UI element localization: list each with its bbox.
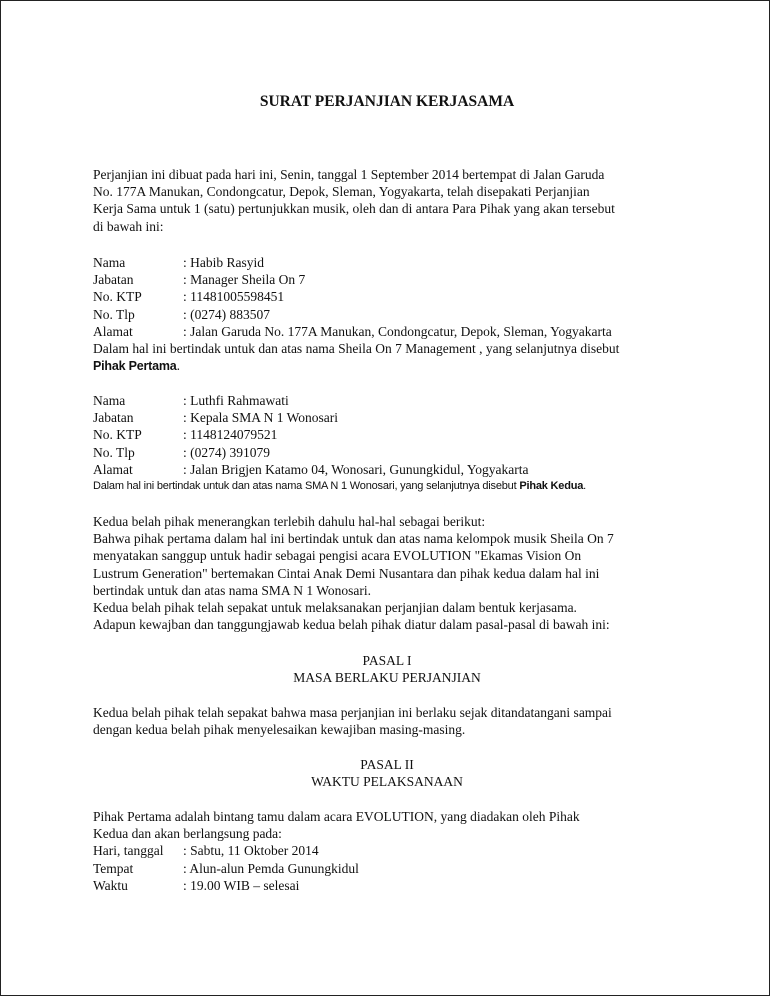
field-value: : Kepala SMA N 1 Wonosari bbox=[183, 410, 339, 426]
agreement-line: Kedua belah pihak menerangkan terlebih dahulu hal-hal sebagai berikut: bbox=[93, 514, 486, 529]
field-label: No. KTP bbox=[93, 289, 142, 305]
party2-row-address bbox=[93, 461, 683, 478]
pasal1-header bbox=[1, 652, 770, 686]
field-value: : 19.00 WIB – selesai bbox=[183, 877, 300, 893]
party2-row-name bbox=[93, 392, 683, 409]
pasal2-row-place bbox=[93, 860, 683, 877]
agreement-line: menyatakan sanggup untuk hadir sebagai pengisi acara EVOLUTION "Ekamas Vision On bbox=[93, 548, 582, 564]
party2-details bbox=[93, 392, 683, 495]
party1-row-address bbox=[93, 323, 683, 340]
period: . bbox=[176, 358, 180, 374]
field-label: Jabatan bbox=[93, 410, 134, 426]
party2-designation: Pihak Kedua bbox=[519, 479, 584, 492]
field-label: No. Tlp bbox=[93, 306, 135, 322]
intro-line: di bawah ini: bbox=[93, 218, 164, 234]
party2-row-phone bbox=[93, 444, 683, 461]
party1-designation-line bbox=[93, 357, 683, 374]
party1-row-phone bbox=[93, 306, 683, 323]
field-label: No. Tlp bbox=[93, 444, 135, 460]
agreement-line: Kedua belah pihak telah sepakat untuk melaksanakan perjanjian dalam bentuk kerjasama. bbox=[93, 599, 577, 615]
party2-row-position bbox=[93, 409, 683, 426]
field-label: Alamat bbox=[93, 461, 133, 477]
field-label: Jabatan bbox=[93, 272, 134, 288]
field-label: Tempat bbox=[93, 860, 134, 876]
party1-row-ktp bbox=[93, 288, 683, 305]
party1-details bbox=[93, 254, 683, 374]
pasal2-line: Pihak Pertama adalah bintang tamu dalam acara EVOLUTION, yang diadakan oleh Pihak bbox=[93, 809, 580, 824]
field-value: : Jalan Garuda No. 177A Manukan, Condongcatur, Depok, Sleman, Yogyakarta bbox=[183, 323, 612, 339]
pasal2-line: Kedua dan akan berlangsung pada: bbox=[93, 826, 282, 842]
pasal1-heading: MASA BERLAKU PERJANJIAN bbox=[293, 670, 481, 686]
field-value: : 11481005598451 bbox=[183, 289, 285, 305]
field-label: Alamat bbox=[93, 323, 133, 339]
field-value: : Habib Rasyid bbox=[183, 255, 264, 270]
field-value: : Alun-alun Pemda Gunungkidul bbox=[183, 860, 359, 876]
party2-row-ktp bbox=[93, 426, 683, 443]
pasal2-row-time bbox=[93, 877, 683, 894]
pasal1-line: dengan kedua belah pihak menyelesaikan kewajiban masing-masing. bbox=[93, 722, 466, 738]
agreement-line: Lustrum Generation" bertemakan Cintai Anak Demi Nusantara dan pihak kedua dalam hal ini bbox=[93, 565, 600, 581]
field-value: : Luthfi Rahmawati bbox=[183, 393, 289, 408]
field-label: Nama bbox=[93, 393, 126, 408]
field-label: Waktu bbox=[93, 877, 128, 893]
pasal2-header bbox=[1, 756, 770, 790]
agreement-line: bertindak untuk dan atas nama SMA N 1 Wonosari. bbox=[93, 582, 371, 598]
agreement-line: Adapun kewajban dan tanggungjawab kedua belah pihak diatur dalam pasal-pasal di bawah ini: bbox=[93, 617, 610, 633]
field-value: : Manager Sheila On 7 bbox=[183, 272, 306, 288]
pasal1-line: Kedua belah pihak telah sepakat bahwa masa perjanjian ini berlaku sejak ditandatangani sampai bbox=[93, 705, 612, 720]
intro-line: Perjanjian ini dibuat pada hari ini, Senin, tanggal 1 September 2014 bertempat di Jalan Garuda bbox=[93, 167, 605, 182]
pasal1-number: PASAL I bbox=[362, 653, 412, 668]
intro-line: No. 177A Manukan, Condongcatur, Depok, Sleman, Yogyakarta, telah disepakati Perjanjian bbox=[93, 184, 590, 200]
document-title: SURAT PERJANJIAN KERJASAMA bbox=[259, 93, 515, 110]
field-value: : Jalan Brigjen Katamo 04, Wonosari, Gunungkidul, Yogyakarta bbox=[183, 461, 529, 477]
party1-row-name bbox=[93, 254, 683, 271]
party2-statement: Dalam hal ini bertindak untuk dan atas nama SMA N 1 Wonosari, yang selanjutnya disebut bbox=[93, 479, 520, 492]
agreement-line: Bahwa pihak pertama dalam hal ini bertindak untuk dan atas nama kelompok musik Sheila On 7 bbox=[93, 531, 614, 547]
party2-statement-line bbox=[93, 478, 683, 495]
pasal2-row-date bbox=[93, 842, 683, 859]
period: . bbox=[583, 479, 587, 492]
party1-row-position bbox=[93, 271, 683, 288]
intro-paragraph bbox=[93, 166, 683, 235]
field-value: : 1148124079521 bbox=[183, 427, 278, 443]
agreement-paragraph bbox=[93, 513, 683, 633]
pasal1-body bbox=[93, 704, 683, 738]
field-label: Hari, tanggal bbox=[93, 843, 164, 859]
field-value: : (0274) 883507 bbox=[183, 306, 270, 322]
intro-line: Kerja Sama untuk 1 (satu) pertunjukkan musik, oleh dan di antara Para Pihak yang akan tersebut bbox=[93, 201, 615, 217]
party1-designation: Pihak Pertama bbox=[93, 359, 177, 374]
field-label: Nama bbox=[93, 255, 126, 270]
field-label: No. KTP bbox=[93, 427, 142, 443]
pasal2-number: PASAL II bbox=[360, 757, 414, 772]
field-value: : (0274) 391079 bbox=[183, 444, 270, 460]
party1-statement: Dalam hal ini bertindak untuk dan atas nama Sheila On 7 Management , yang selanjutnya disebut bbox=[93, 340, 620, 356]
pasal2-body bbox=[93, 808, 683, 894]
field-value: : Sabtu, 11 Oktober 2014 bbox=[183, 843, 319, 859]
pasal2-heading: WAKTU PELAKSANAAN bbox=[311, 774, 463, 790]
